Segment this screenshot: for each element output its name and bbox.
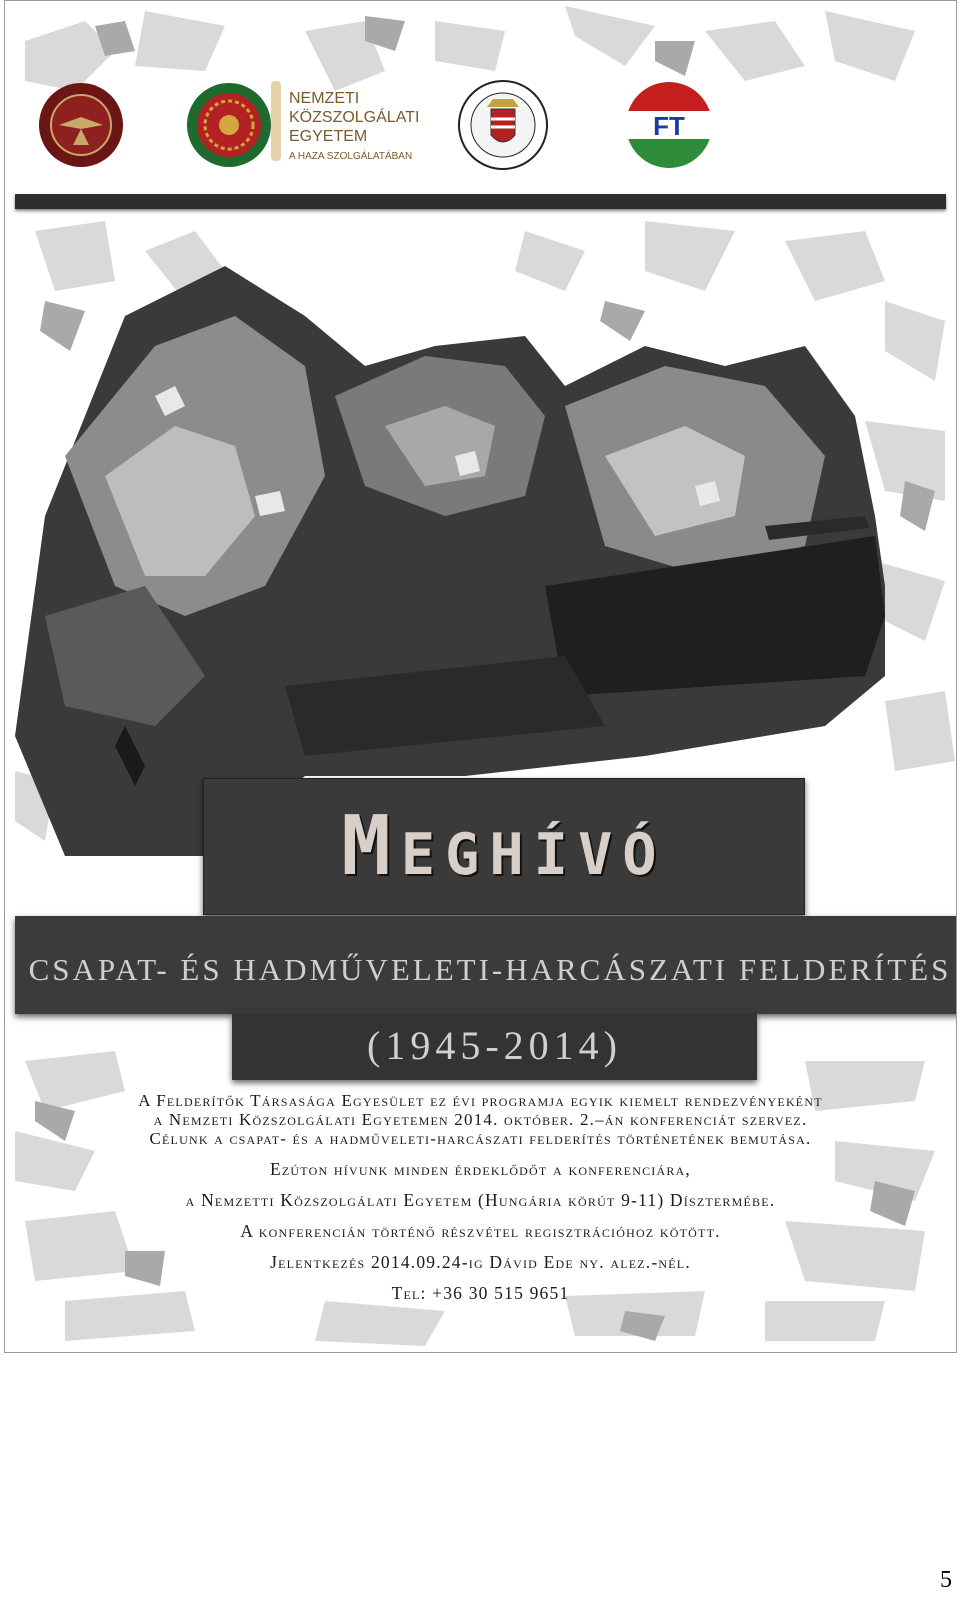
deadline-line: Jelentkezés 2014.09.24-ig Dávid Ede ny. alez.-nél. — [270, 1252, 691, 1272]
military-security-service-logo — [37, 81, 125, 169]
ft-letters: FT — [653, 111, 685, 141]
intro-line: a Nemzeti Közszolgálati Egyetemen 2014. október. 2.–án konferenciát szervez. — [153, 1110, 808, 1129]
intro-paragraph — [5, 1091, 956, 1148]
header-divider-bar — [15, 194, 946, 209]
poster-subtitle: CSAPAT- ÉS HADMŰVELETI-HARCÁSZATI FELDERÍTÉS — [28, 952, 952, 987]
registration-line: A konferencián történő részvétel regisztrációhoz kötött. — [240, 1221, 721, 1241]
university-seal-logo — [185, 81, 273, 169]
nke-wordmark-logo — [269, 77, 419, 177]
title-plate — [203, 778, 805, 915]
invitation-line: Ezúton hívunk minden érdeklődőt a konferenciára, — [270, 1159, 691, 1179]
poster-title: Meghívó — [341, 799, 667, 894]
venue-line: a Nemzetti Közszolgálati Egyetem (Hungária körút 9-11) Dísztermébe. — [185, 1190, 776, 1210]
intro-line: Célunk a csapat- és a hadműveleti-harcászati felderítés történetének bemutása. — [149, 1129, 812, 1148]
logo-row — [5, 71, 956, 201]
nke-tagline: A HAZA SZOLGÁLATÁBAN — [289, 151, 413, 162]
phone-line: Tel: +36 30 515 9651 — [391, 1283, 570, 1303]
nke-name-line-2: KÖZSZOLGÁLATI — [289, 109, 419, 126]
invitation-text — [5, 1091, 956, 1313]
page-number: 5 — [940, 1567, 952, 1593]
poster-years: (1945-2014) — [367, 1023, 622, 1068]
invitation-poster — [4, 0, 957, 1353]
year-plate — [232, 1014, 757, 1080]
felderitok-tarsasaga-logo — [623, 79, 715, 171]
subtitle-plate — [15, 916, 957, 1014]
nke-name-line-1: NEMZETI — [289, 90, 360, 107]
intro-line: A Felderítők Társasága Egyesület ez évi programja egyik kiemelt rendezvényeként — [138, 1091, 823, 1110]
nke-name-line-3: EGYETEM — [289, 128, 368, 145]
joint-command-logo — [457, 79, 549, 171]
